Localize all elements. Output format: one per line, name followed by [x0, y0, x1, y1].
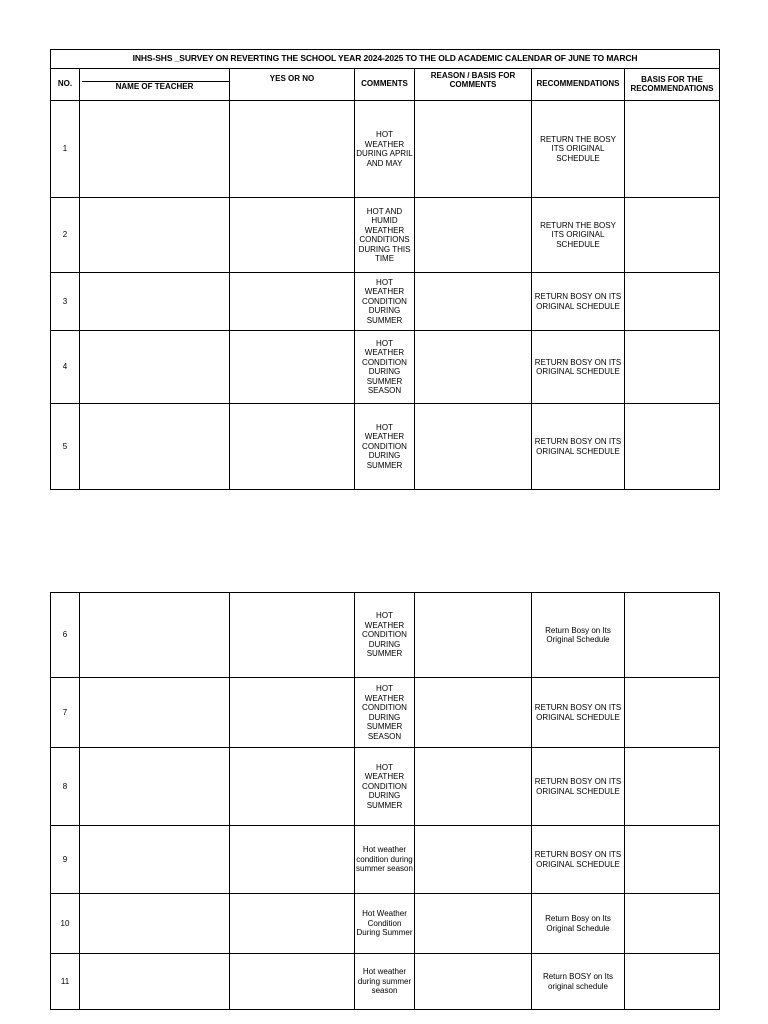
row-no: 7: [51, 678, 80, 748]
row-recommendation: Return BOSY on Its original schedule: [532, 954, 625, 1010]
row-reason: [415, 273, 532, 331]
row-comments: Hot weather condition during summer season: [355, 826, 415, 894]
row-reason: [415, 331, 532, 404]
row-name: [80, 198, 230, 273]
header-yes-no: YES OR NO: [230, 69, 355, 101]
header-name: [80, 69, 230, 101]
row-reason: [415, 404, 532, 490]
row-name: [80, 101, 230, 198]
row-comments: HOT WEATHER CONDITION DURING SUMMER SEASON: [355, 678, 415, 748]
row-comments: HOT WEATHER CONDITION DURING SUMMER: [355, 748, 415, 826]
header-reason: REASON / BASIS FOR COMMENTS: [415, 69, 532, 101]
row-recommendation: RETURN BOSY ON ITS ORIGINAL SCHEDULE: [532, 748, 625, 826]
row-basis: [625, 101, 720, 198]
row-name: [80, 748, 230, 826]
row-recommendation: RETURN BOSY ON ITS ORIGINAL SCHEDULE: [532, 826, 625, 894]
title-row: [51, 50, 720, 69]
row-reason: [415, 101, 532, 198]
row-reason: [415, 954, 532, 1010]
row-basis: [625, 954, 720, 1010]
row-yes-no: [230, 198, 355, 273]
row-name: [80, 593, 230, 678]
row-yes-no: [230, 954, 355, 1010]
row-basis: [625, 593, 720, 678]
row-basis: [625, 678, 720, 748]
row-no: 3: [51, 273, 80, 331]
row-yes-no: [230, 748, 355, 826]
table-row: [51, 331, 720, 404]
row-basis: [625, 198, 720, 273]
row-reason: [415, 678, 532, 748]
row-recommendation: RETURN BOSY ON ITS ORIGINAL SCHEDULE: [532, 404, 625, 490]
row-comments: Hot weather during summer season: [355, 954, 415, 1010]
row-recommendation: RETURN THE BOSY ITS ORIGINAL SCHEDULE: [532, 101, 625, 198]
row-comments: HOT AND HUMID WEATHER CONDITIONS DURING THIS TIME: [355, 198, 415, 273]
row-recommendation: RETURN BOSY ON ITS ORIGINAL SCHEDULE: [532, 273, 625, 331]
row-no: 5: [51, 404, 80, 490]
header-basis: BASIS FOR THE RECOMMENDATIONS: [625, 69, 720, 101]
row-yes-no: [230, 593, 355, 678]
table-row: [51, 198, 720, 273]
table-row: [51, 826, 720, 894]
row-yes-no: [230, 826, 355, 894]
row-basis: [625, 748, 720, 826]
row-no: 2: [51, 198, 80, 273]
row-no: 8: [51, 748, 80, 826]
table-row: [51, 748, 720, 826]
survey-title: INHS-SHS _SURVEY ON REVERTING THE SCHOOL YEAR 2024-2025 TO THE OLD ACADEMIC CALENDAR OF JUNE TO MARCH: [51, 50, 720, 69]
table-row: [51, 101, 720, 198]
row-yes-no: [230, 273, 355, 331]
row-basis: [625, 331, 720, 404]
survey-table: [50, 49, 720, 490]
row-recommendation: RETURN BOSY ON ITS ORIGINAL SCHEDULE: [532, 331, 625, 404]
row-comments: HOT WEATHER CONDITION DURING SUMMER SEASON: [355, 331, 415, 404]
row-recommendation: Return Bosy on Its Original Schedule: [532, 894, 625, 954]
row-comments: HOT WEATHER CONDITION DURING SUMMER: [355, 593, 415, 678]
row-yes-no: [230, 101, 355, 198]
row-yes-no: [230, 678, 355, 748]
row-comments: HOT WEATHER CONDITION DURING SUMMER: [355, 273, 415, 331]
header-comments: COMMENTS: [355, 69, 415, 101]
row-basis: [625, 894, 720, 954]
row-no: 6: [51, 593, 80, 678]
row-no: 11: [51, 954, 80, 1010]
header-row: [51, 69, 720, 101]
row-name: [80, 894, 230, 954]
row-recommendation: RETURN BOSY ON ITS ORIGINAL SCHEDULE: [532, 678, 625, 748]
table-row: [51, 404, 720, 490]
row-comments: HOT WEATHER DURING APRIL AND MAY: [355, 101, 415, 198]
row-comments: Hot Weather Condition During Summer: [355, 894, 415, 954]
row-name: [80, 678, 230, 748]
row-yes-no: [230, 894, 355, 954]
table-row: [51, 678, 720, 748]
table-row: [51, 894, 720, 954]
row-reason: [415, 593, 532, 678]
row-name: [80, 273, 230, 331]
row-recommendation: RETURN THE BOSY ITS ORIGINAL SCHEDULE: [532, 198, 625, 273]
header-recommendations: RECOMMENDATIONS: [532, 69, 625, 101]
header-name-label: NAME OF TEACHER: [115, 82, 194, 91]
row-no: 4: [51, 331, 80, 404]
row-yes-no: [230, 404, 355, 490]
header-no: NO.: [51, 69, 80, 101]
survey-table-continued: [50, 592, 720, 1010]
row-comments: HOT WEATHER CONDITION DURING SUMMER: [355, 404, 415, 490]
table-row: [51, 593, 720, 678]
table-row: [51, 954, 720, 1010]
row-basis: [625, 826, 720, 894]
row-yes-no: [230, 331, 355, 404]
row-reason: [415, 894, 532, 954]
row-name: [80, 404, 230, 490]
row-no: 1: [51, 101, 80, 198]
row-name: [80, 954, 230, 1010]
table-row: [51, 273, 720, 331]
row-reason: [415, 748, 532, 826]
row-name: [80, 826, 230, 894]
row-basis: [625, 404, 720, 490]
row-no: 9: [51, 826, 80, 894]
row-reason: [415, 198, 532, 273]
row-recommendation: Return Bosy on Its Original Schedule: [532, 593, 625, 678]
row-basis: [625, 273, 720, 331]
row-no: 10: [51, 894, 80, 954]
row-name: [80, 331, 230, 404]
row-reason: [415, 826, 532, 894]
